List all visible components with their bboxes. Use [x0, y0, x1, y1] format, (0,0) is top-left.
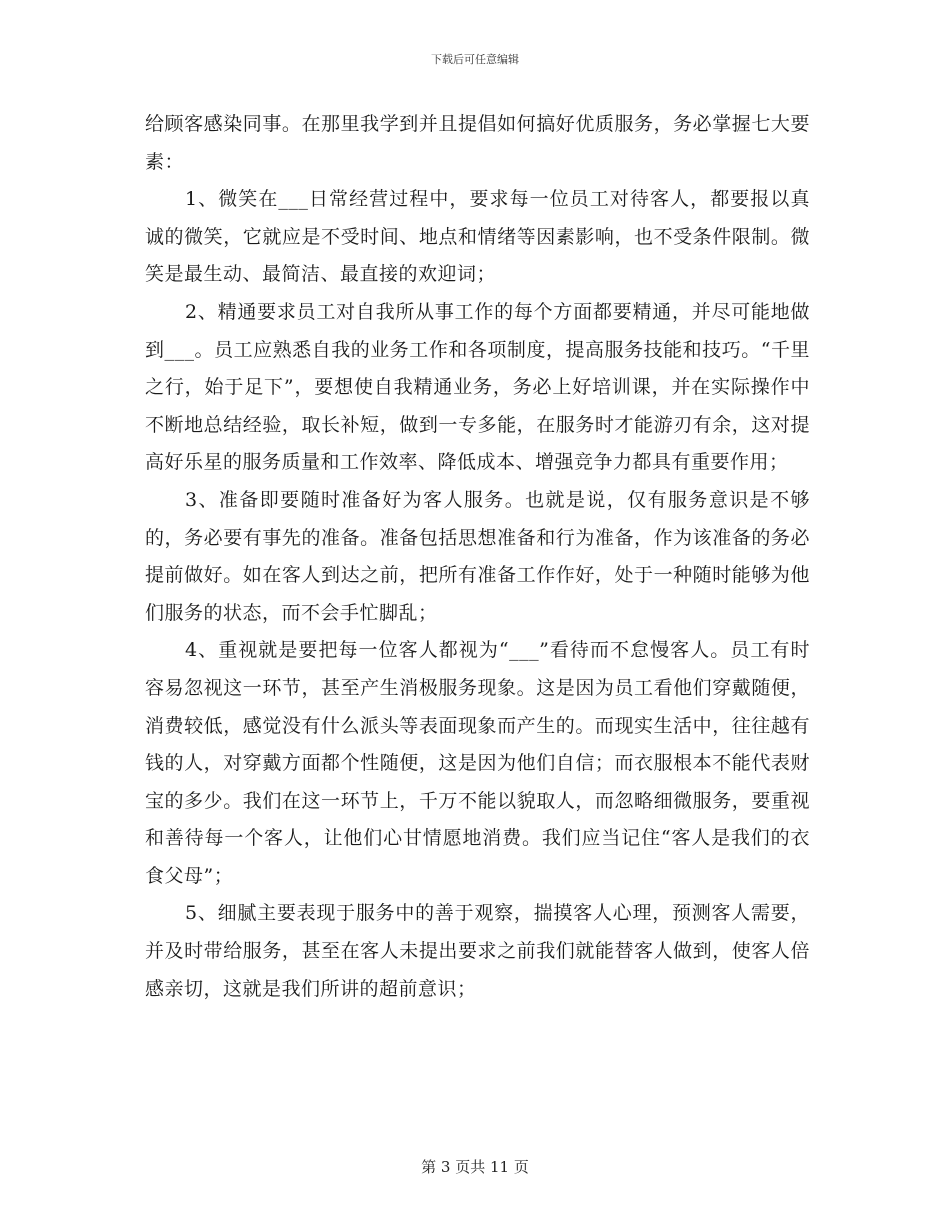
paragraph-item-4: 4、重视就是要把每一位客人都视为“___”看待而不怠慢客人。员工有时容易忽视这一环节，甚至产生消极服务现象。这是因为员工看他们穿戴随便，消费较低，感觉没有什么派头等表面现象而产生的。而现实生活中，往往越有钱的人，对穿戴方面都个性随便，这是因为他们自信；而衣服根本不能代表财宝的多少。我们在这一环节上，千万不能以貌取人，而忽略细微服务，要重视和善待每一个客人，让他们心甘情愿地消费。我们应当记住“客人是我们的衣食父母”；: [145, 639, 810, 887]
paragraph-item-1: 1、微笑在___日常经营过程中，要求每一位员工对待客人，都要报以真诚的微笑，它就应是不受时间、地点和情绪等因素影响，也不受条件限制。微笑是最生动、最简洁、最直接的欢迎词；: [145, 188, 810, 286]
document-body: [145, 106, 810, 1008]
paragraph-intro: 给顾客感染同事。在那里我学到并且提倡如何搞好优质服务，务必掌握七大要素：: [145, 113, 810, 173]
page-header: 下载后可任意编辑: [431, 53, 519, 66]
page-number: 第 3 页共 11 页: [421, 1158, 529, 1176]
paragraph-item-3: 3、准备即要随时准备好为客人服务。也就是说，仅有服务意识是不够的，务必要有事先的准备。准备包括思想准备和行为准备，作为该准备的务必提前做好。如在客人到达之前，把所有准备工作作好，处于一种随时能够为他们服务的状态，而不会手忙脚乱；: [145, 488, 810, 624]
paragraph-item-5: 5、细腻主要表现于服务中的善于观察，揣摸客人心理，预测客人需要，并及时带给服务，甚至在客人未提出要求之前我们就能替客人做到，使客人倍感亲切，这就是我们所讲的超前意识；: [145, 902, 810, 1000]
paragraph-item-2: 2、精通要求员工对自我所从事工作的每个方面都要精通，并尽可能地做到___。员工应熟悉自我的业务工作和各项制度，提高服务技能和技巧。“千里之行，始于足下”，要想使自我精通业务，务必上好培训课，并在实际操作中不断地总结经验，取长补短，做到一专多能，在服务时才能游刃有余，这对提高好乐星的服务质量和工作效率、降低成本、增强竞争力都具有重要作用；: [145, 300, 810, 474]
